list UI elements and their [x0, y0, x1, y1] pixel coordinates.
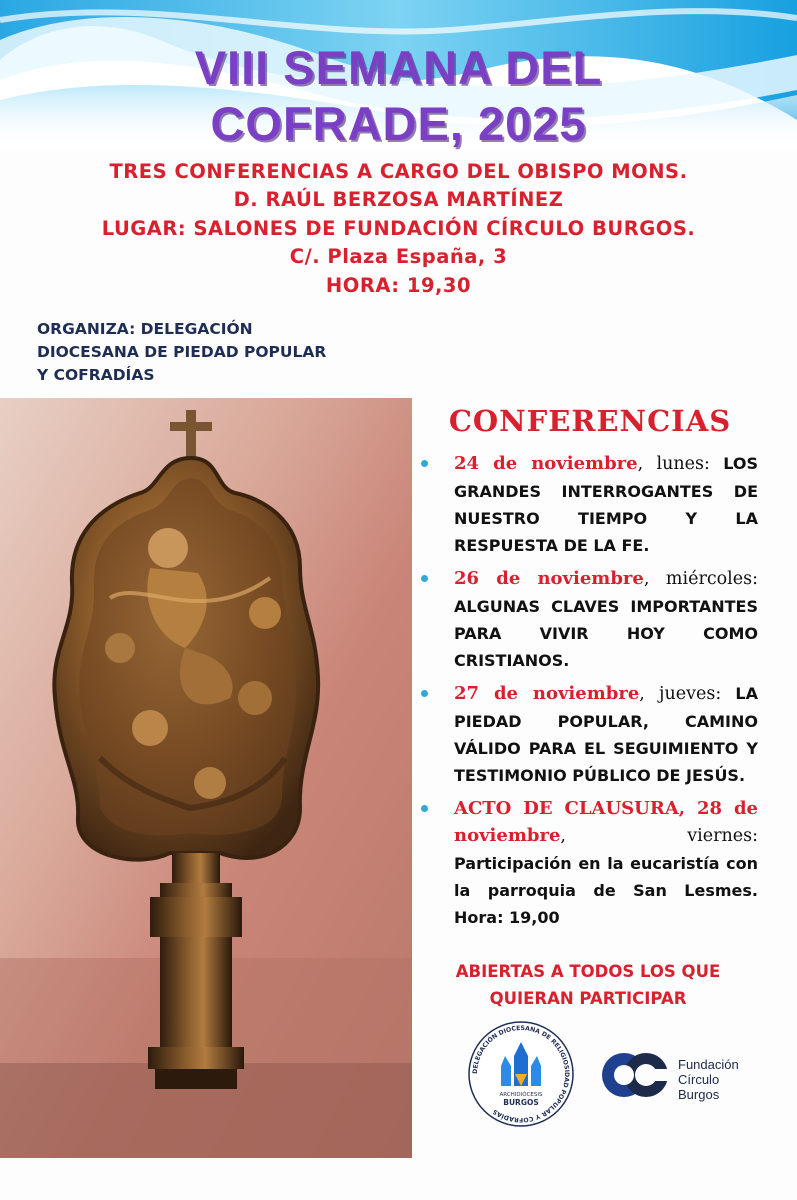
bullet-icon	[421, 575, 428, 582]
info-time: HORA: 19,30	[325, 274, 472, 297]
bullet-icon	[421, 690, 428, 697]
conference-entry	[454, 450, 758, 559]
fcb-line: Círculo	[678, 1072, 720, 1087]
organizer-line: ORGANIZA: DELEGACIÓN	[37, 320, 253, 338]
arch-ring-text: DELEGACIÓN DIOCESANA DE RELIGIOSIDAD POPULAR Y COFRADÍAS	[471, 1024, 571, 1124]
conference-weekday: , miércoles:	[643, 569, 758, 589]
closing-act-description: Participación en la eucaristía con la parroquia de San Lesmes. Hora: 19,00	[454, 854, 758, 927]
closing-act-date: ACTO DE CLAUSURA, 28 de noviembre	[454, 798, 758, 846]
event-title-line2: COFRADE, 2025	[210, 97, 587, 150]
info-place: LUGAR: SALONES DE FUNDACIÓN CÍRCULO BURGOS.	[101, 217, 696, 240]
conference-entry	[454, 680, 758, 789]
fcb-line: Burgos	[678, 1087, 720, 1102]
conference-weekday: , viernes:	[560, 826, 758, 846]
conference-topic: LA PIEDAD POPULAR, CAMINO VÁLIDO PARA EL SEGUIMIENTO Y TESTIMONIO PÚBLICO DE JESÚS.	[454, 684, 758, 785]
conference-weekday: , jueves:	[639, 684, 736, 704]
conference-entry	[454, 795, 758, 931]
conferences-heading: CONFERENCIAS	[448, 404, 732, 438]
organizer-block	[37, 318, 397, 387]
conference-date: 24 de noviembre	[454, 453, 638, 474]
conference-topic: ALGUNAS CLAVES IMPORTANTES PARA VIVIR HOY COMO CRISTIANOS.	[454, 597, 758, 670]
conference-weekday: , lunes:	[637, 454, 724, 474]
arch-name: ARCHIDIÓCESIS	[499, 1092, 543, 1098]
info-speaker-name: D. RAÚL BERZOSA MARTÍNEZ	[233, 188, 564, 211]
bullet-icon	[421, 805, 428, 812]
bullet-icon	[421, 460, 428, 467]
archdiocese-logo	[465, 1018, 577, 1130]
list-item	[418, 565, 758, 674]
organizer-line: Y COFRADÍAS	[37, 366, 155, 384]
list-item	[418, 680, 758, 789]
open-invitation-line: ABIERTAS A TODOS LOS QUE	[455, 962, 721, 981]
info-address: C/. Plaza España, 3	[289, 245, 508, 268]
conference-entry	[454, 565, 758, 674]
open-invitation-line: QUIERAN PARTICIPAR	[489, 989, 687, 1008]
conference-topic: LOS GRANDES INTERROGANTES DE NUESTRO TIEMPO Y LA RESPUESTA DE LA FE.	[454, 454, 758, 555]
fundacion-circulo-logo	[598, 1045, 748, 1105]
arch-city: BURGOS	[503, 1098, 539, 1107]
event-title-line1: VIII SEMANA DEL	[194, 41, 603, 94]
conference-date: 26 de noviembre	[454, 568, 644, 589]
info-speaker: TRES CONFERENCIAS A CARGO DEL OBISPO MONS.	[109, 160, 688, 183]
processional-emblem-photo	[0, 398, 412, 1158]
conferences-list	[418, 450, 758, 937]
conference-date: 27 de noviembre	[454, 683, 640, 704]
list-item	[418, 795, 758, 931]
circulo-mark-icon	[598, 1045, 670, 1105]
organizer-line: DIOCESANA DE PIEDAD POPULAR	[37, 343, 327, 361]
fcb-line: Fundación	[678, 1057, 739, 1072]
fundacion-circulo-name	[678, 1057, 739, 1102]
open-invitation	[418, 958, 758, 1012]
list-item	[418, 450, 758, 559]
